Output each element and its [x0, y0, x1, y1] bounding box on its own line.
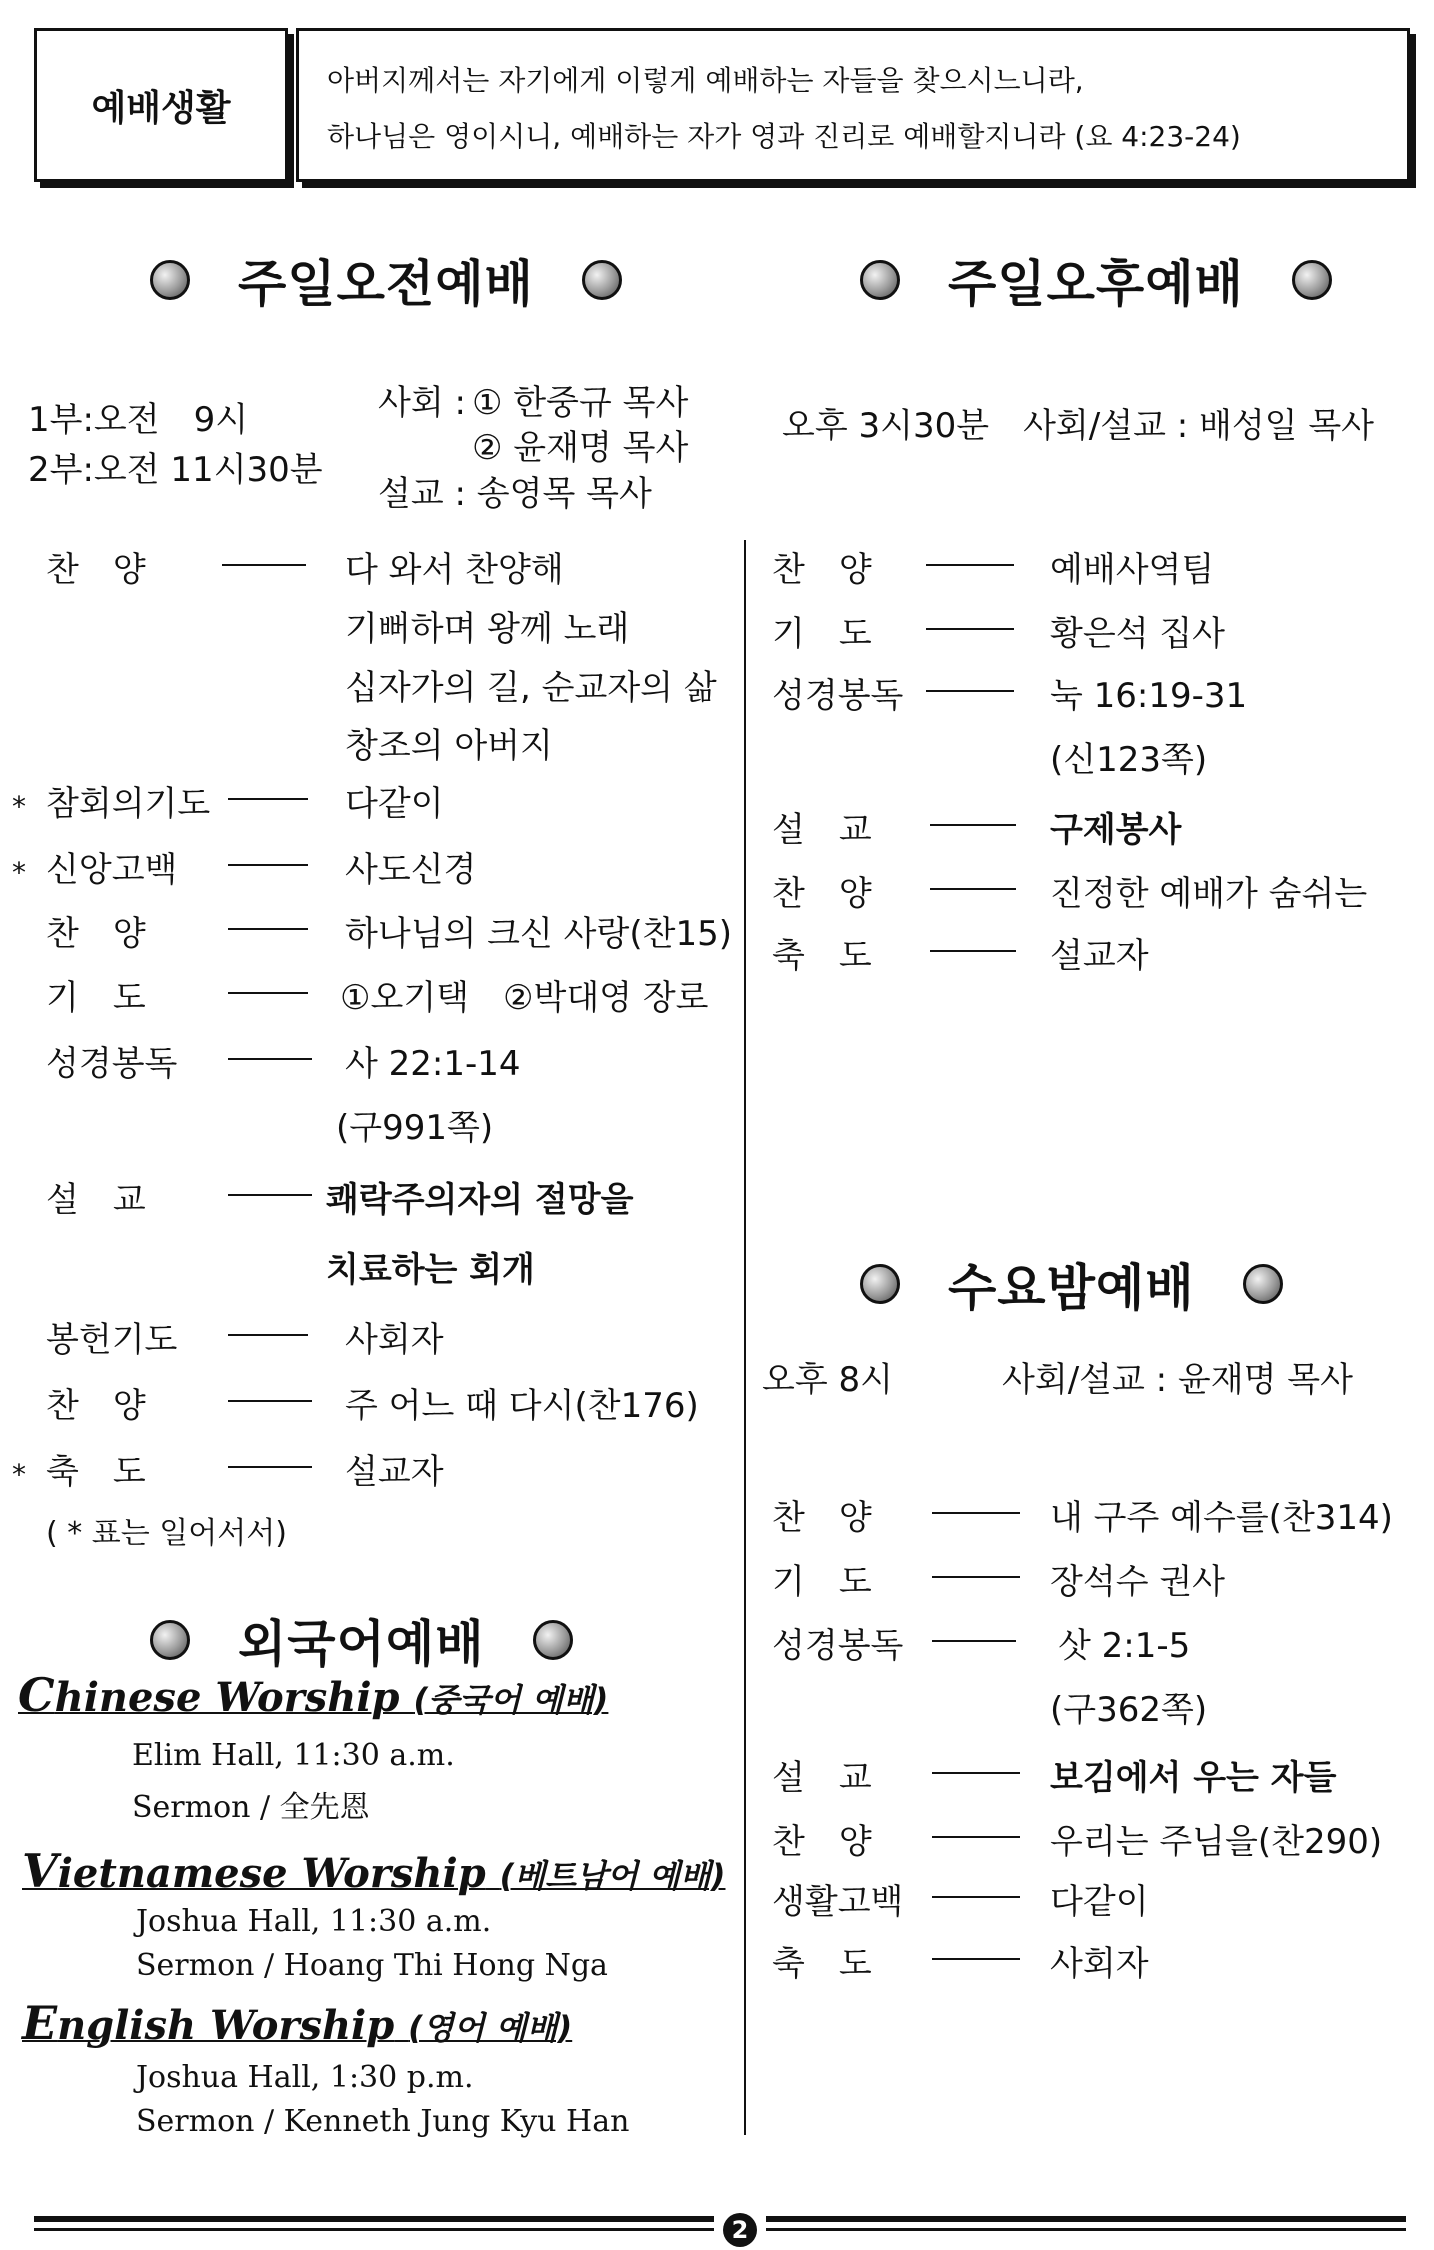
morning-host-1: ① 한중규 목사 — [472, 383, 689, 423]
bullet-icon — [533, 1620, 573, 1660]
verse-line-2: 하나님은 영이시니, 예배하는 자가 영과 진리로 예배할지니라 (요 4:23-24) — [327, 120, 1241, 153]
section-label-box — [34, 28, 288, 182]
section-label: 예배생활 — [91, 87, 231, 129]
bullet-icon — [150, 1620, 190, 1660]
footer-rule-left — [34, 2216, 714, 2222]
morning-host-2: ② 윤재명 목사 — [472, 428, 689, 468]
bullet-icon — [1292, 260, 1332, 300]
foreign-worship-title: 외국어예배 — [150, 1604, 573, 1676]
standing-mark: * — [12, 790, 26, 823]
chinese-worship-place: Elim Hall, 11:30 a.m. — [132, 1738, 455, 1773]
vietnamese-worship-place: Joshua Hall, 11:30 a.m. — [136, 1904, 492, 1939]
wednesday-host: 사회/설교 : 윤재명 목사 — [1002, 1360, 1353, 1400]
footer-rule-right-thin — [766, 2228, 1406, 2231]
wednesday-time: 오후 8시 — [762, 1360, 893, 1400]
morning-worship-title: 주일오전예배 — [150, 244, 622, 316]
english-worship-place: Joshua Hall, 1:30 p.m. — [136, 2060, 474, 2095]
chinese-worship-sermon: Sermon / 全先恩 — [132, 1790, 370, 1825]
afternoon-worship-title: 주일오후예배 — [860, 244, 1332, 316]
footer-rule-left-thin — [34, 2228, 714, 2231]
bullet-icon — [150, 260, 190, 300]
morning-preacher: 설교 : 송영목 목사 — [378, 474, 652, 514]
bullet-icon — [582, 260, 622, 300]
page-number: 2 — [723, 2213, 757, 2247]
wednesday-worship-title: 수요밤예배 — [860, 1248, 1283, 1320]
chinese-worship-title: Chinese Worship (중국어 예배) — [18, 1668, 609, 1722]
footer-rule-right — [766, 2216, 1406, 2222]
english-worship-sermon: Sermon / Kenneth Jung Kyu Han — [136, 2104, 630, 2139]
standing-mark: * — [12, 856, 26, 889]
verse-box — [296, 28, 1410, 182]
standing-mark: * — [12, 1458, 26, 1491]
vietnamese-worship-sermon: Sermon / Hoang Thi Hong Nga — [136, 1948, 608, 1983]
english-worship-title: English Worship (영어 예배) — [22, 1996, 573, 2050]
verse-line-1: 아버지께서는 자기에게 이렇게 예배하는 자들을 찾으시느니라, — [327, 64, 1084, 97]
column-divider — [744, 540, 746, 2135]
bullet-icon — [860, 260, 900, 300]
afternoon-info: 오후 3시30분 사회/설교 : 배성일 목사 — [782, 406, 1375, 446]
bullet-icon — [1243, 1264, 1283, 1304]
morning-host-label: 사회 : — [378, 383, 466, 423]
vietnamese-worship-title: Vietnamese Worship (베트남어 예배) — [22, 1844, 726, 1898]
bullet-icon — [860, 1264, 900, 1304]
morning-time-1: 1부:오전 9시 — [28, 400, 249, 440]
morning-time-2: 2부:오전 11시30분 — [28, 450, 323, 490]
